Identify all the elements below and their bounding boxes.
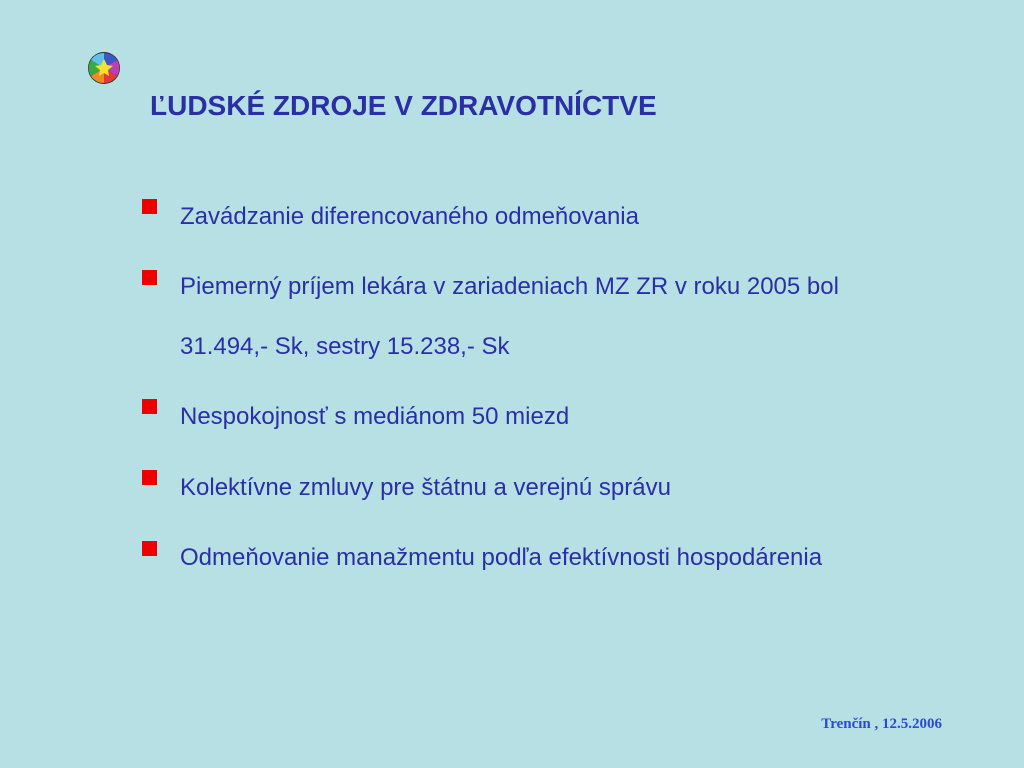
list-item [142,457,902,519]
bullet-square-icon [142,270,157,285]
bullet-square-icon [142,541,157,556]
bullet-text: Zavádzanie diferencovaného odmeňovania [180,203,639,230]
list-item [142,186,902,248]
footer-location-date: Trenčín , 12.5.2006 [821,716,942,732]
list-item [142,257,902,377]
bullet-text: Kolektívne zmluvy pre štátnu a verejnú správu [180,474,671,501]
bullet-square-icon [142,199,157,214]
bullet-square-icon [142,470,157,485]
slide-title: ĽUDSKÉ ZDROJE V ZDRAVOTNÍCTVE [150,90,657,121]
bullet-square-icon [142,399,157,414]
bullet-text: Odmeňovanie manažmentu podľa efektívnosti hospodárenia [180,544,823,571]
bullet-list [142,186,902,597]
puzzle-globe-icon [86,50,122,86]
list-item [142,528,902,588]
bullet-text: Nespokojnosť s mediánom 50 miezd [180,403,570,430]
list-item [142,386,902,448]
bullet-text: Piemerný príjem lekára v zariadeniach MZ ZR v roku 2005 bol 31.494,- Sk, sestry 15.238,- Sk [180,273,839,360]
